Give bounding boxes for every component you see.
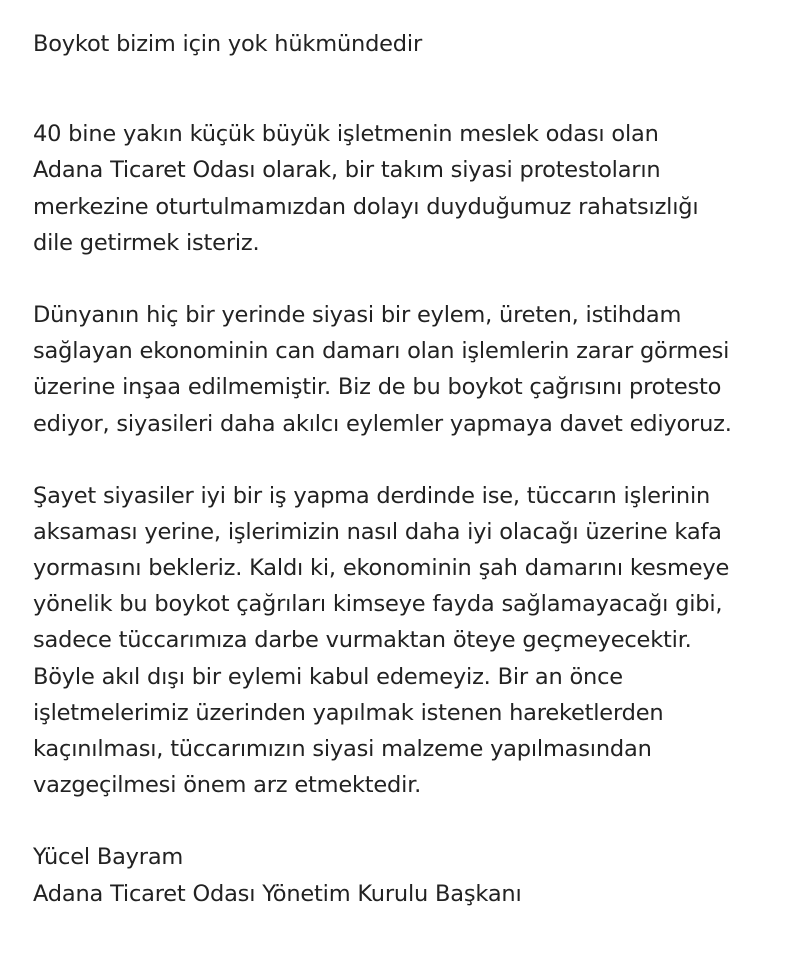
- signature-block: [33, 839, 773, 911]
- paragraph-line: sadece tüccarımıza darbe vurmaktan öteye geçmeyecektir.: [33, 627, 692, 654]
- paragraph-line: Böyle akıl dışı bir eylemi kabul edemeyiz. Bir an önce: [33, 663, 623, 690]
- paragraph-line: Dünyanın hiç bir yerinde siyasi bir eylem, üreten, istihdam: [33, 301, 682, 328]
- paragraph-spacing: [33, 803, 773, 839]
- statement-document: [33, 26, 773, 912]
- paragraph-line: yönelik bu boykot çağrıları kimseye fayda sağlamayacağı gibi,: [33, 591, 723, 618]
- paragraph-line: işletmelerimiz üzerinden yapılmak istenen hareketlerden: [33, 699, 664, 726]
- paragraph-1: [33, 116, 773, 261]
- paragraph-line: Şayet siyasiler iyi bir iş yapma derdinde ise, tüccarın işlerinin: [33, 482, 711, 509]
- paragraph-line: Adana Ticaret Odası olarak, bir takım siyasi protestoların: [33, 157, 661, 184]
- paragraph-line: aksaması yerine, işlerimizin nasıl daha iyi olacağı üzerine kafa: [33, 518, 722, 545]
- signatory-position: Adana Ticaret Odası Yönetim Kurulu Başkanı: [33, 880, 522, 907]
- paragraph-line: dile getirmek isteriz.: [33, 229, 260, 256]
- paragraph-line: merkezine oturtulmamızdan dolayı duyduğumuz rahatsızlığı: [33, 193, 699, 220]
- document-title: Boykot bizim için yok hükmündedir: [33, 31, 422, 57]
- paragraph-3: [33, 478, 773, 804]
- paragraph-line: vazgeçilmesi önem arz etmektedir.: [33, 772, 422, 799]
- paragraph-line: yormasını bekleriz. Kaldı ki, ekonominin şah damarını kesmeye: [33, 555, 730, 582]
- paragraph-line: kaçınılması, tüccarımızın siyasi malzeme yapılmasından: [33, 736, 652, 762]
- paragraph-line: sağlayan ekonominin can damarı olan işlemlerin zarar görmesi: [33, 338, 730, 365]
- paragraph-line: ediyor, siyasileri daha akılcı eylemler yapmaya davet ediyoruz.: [33, 410, 732, 437]
- paragraph-spacing: [33, 442, 773, 478]
- title-spacing: [33, 62, 773, 116]
- paragraph-line: 40 bine yakın küçük büyük işletmenin meslek odası olan: [33, 121, 659, 148]
- paragraph-spacing: [33, 261, 773, 297]
- paragraph-2: [33, 297, 773, 442]
- paragraph-line: üzerine inşaa edilmemiştir. Biz de bu boykot çağrısını protesto: [33, 374, 722, 401]
- signatory-name: Yücel Bayram: [33, 844, 184, 871]
